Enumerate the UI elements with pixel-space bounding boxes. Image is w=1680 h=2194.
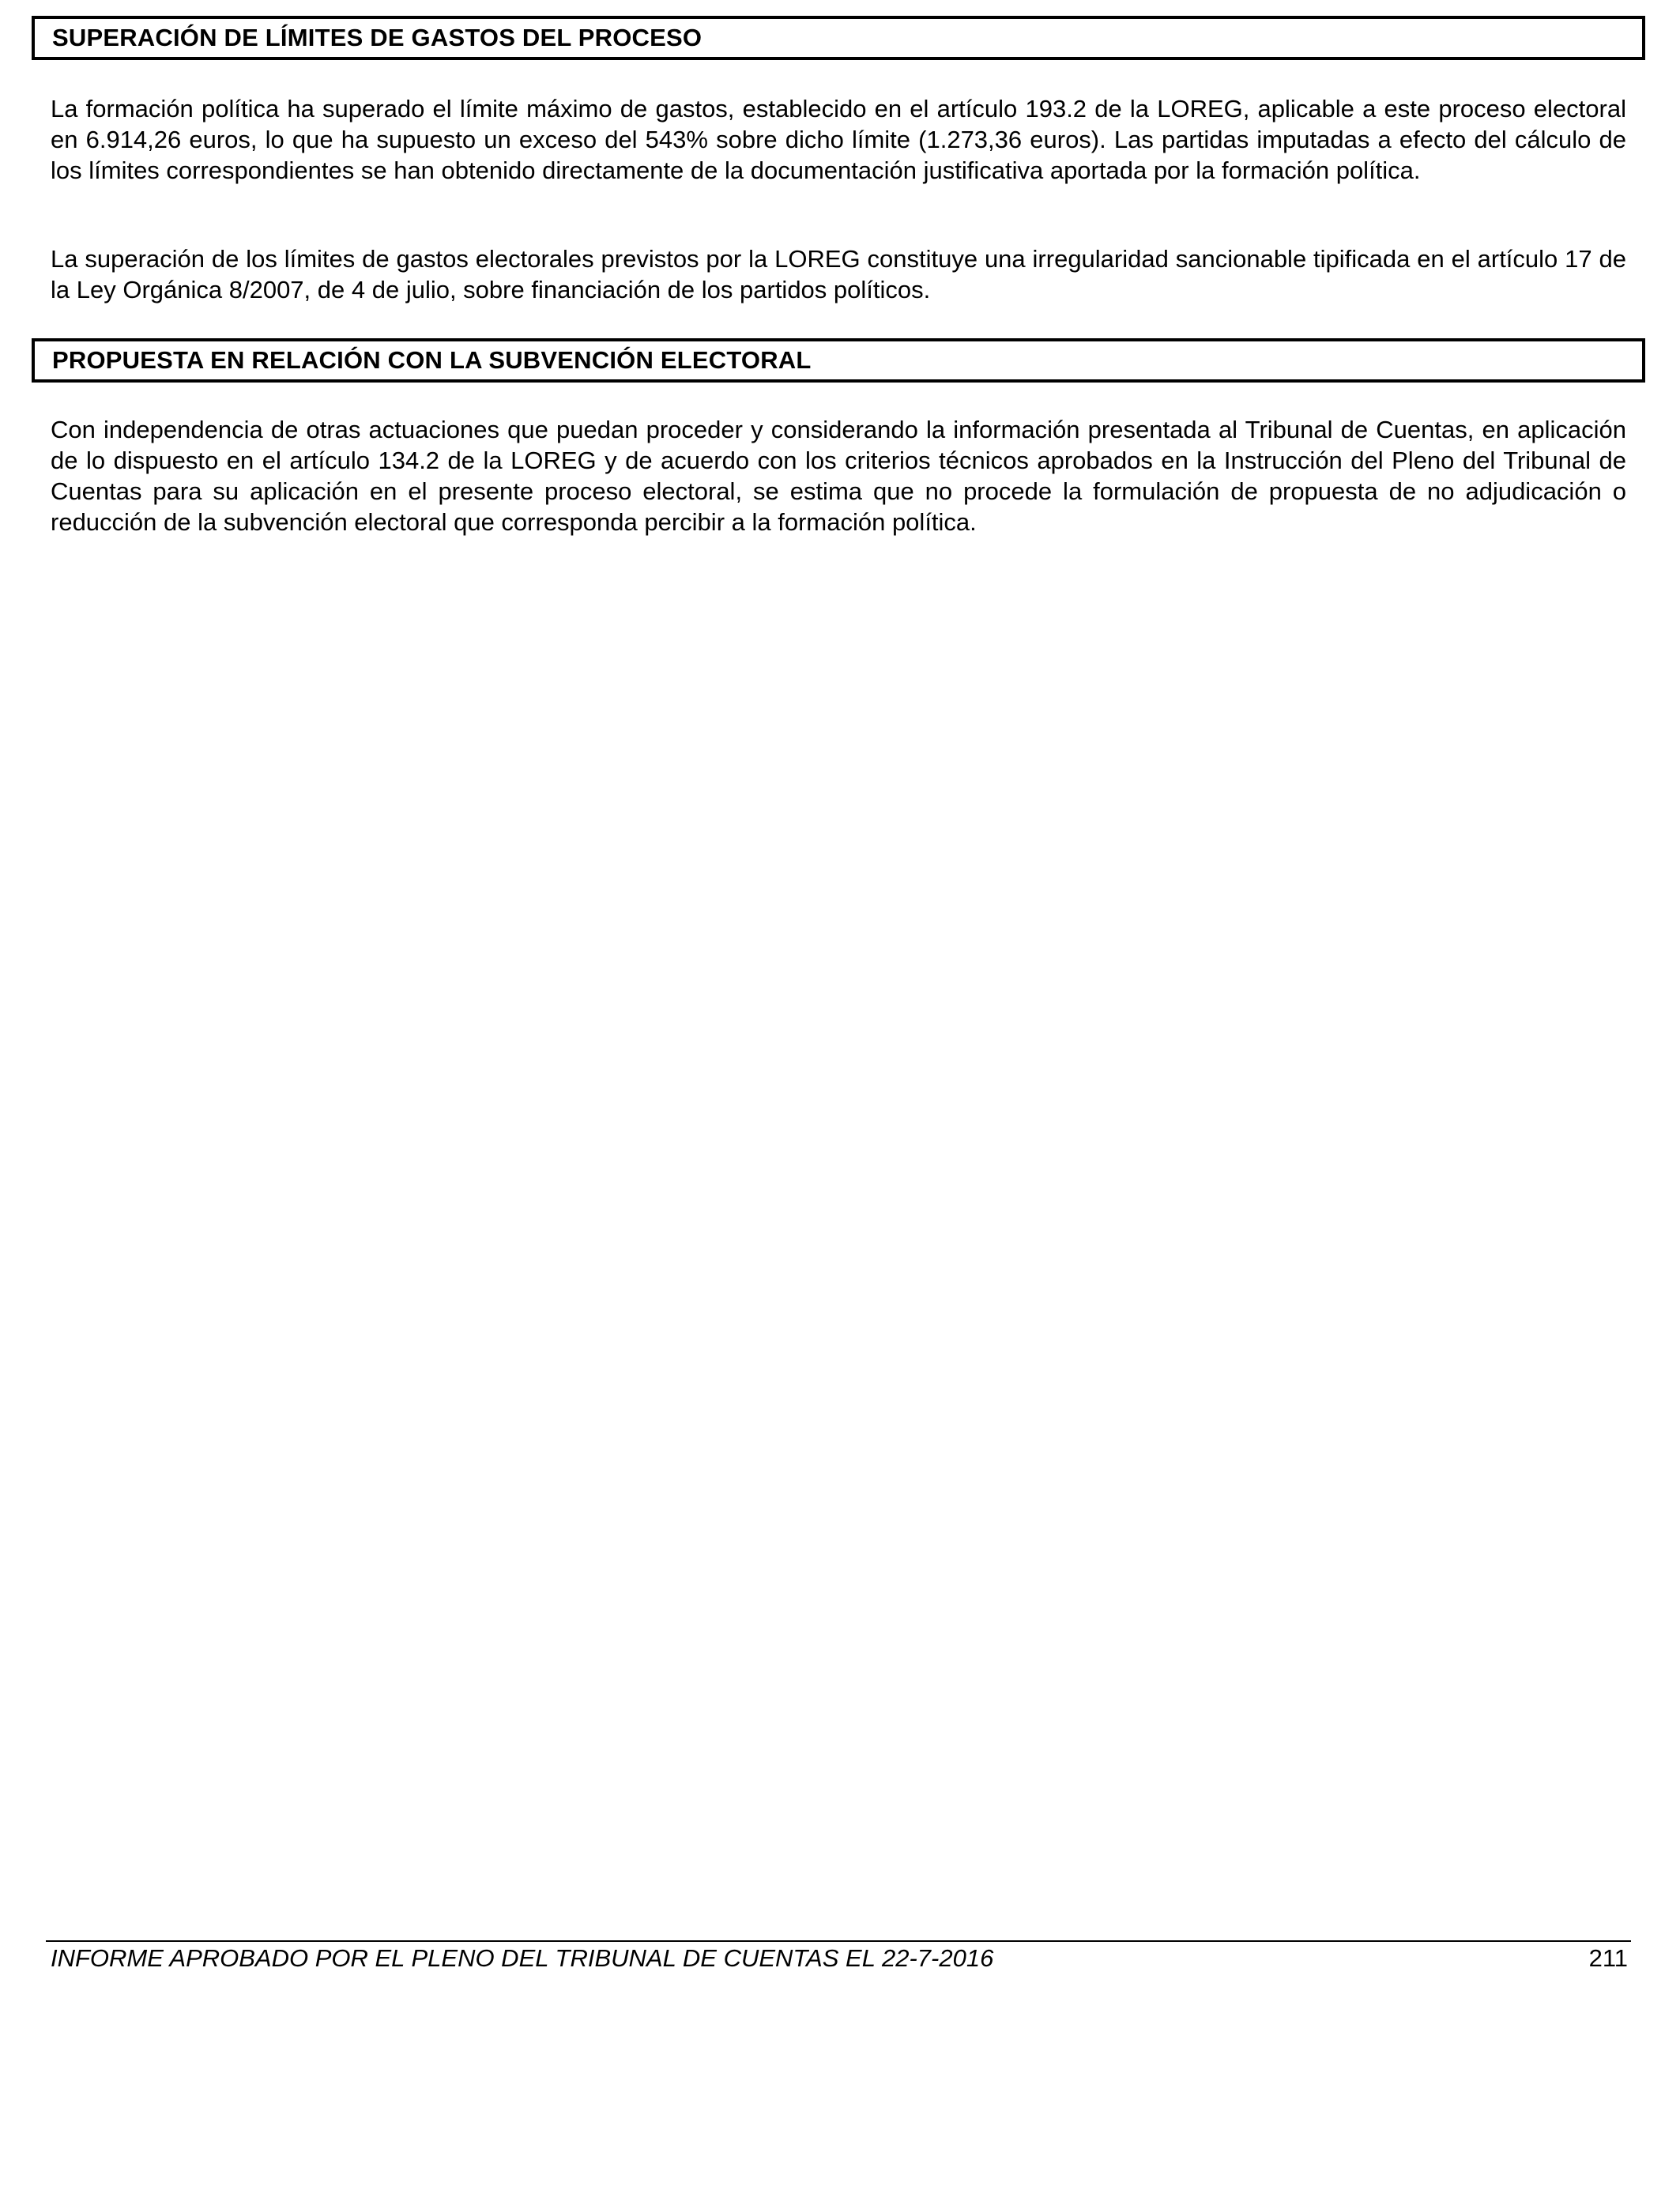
footer-report-note: INFORME APROBADO POR EL PLENO DEL TRIBUNAL DE CUENTAS EL 22-7-2016 xyxy=(51,1944,994,1972)
paragraph-propuesta: Con independencia de otras actuaciones que puedan proceder y considerando la información presentada al Tribunal de Cuentas, en aplicación de lo dispuesto en el artículo 134.2 de la LOREG y de acuerdo con los criterios técnicos aprobados en la Instrucción del Pleno del Tribunal de Cuentas para su aplicación en el presente proceso electoral, se estima que no procede la formulación de propuesta de no adjudicación o reducción de la subvención electoral que corresponda percibir a la formación política. xyxy=(51,416,1626,536)
section-header-propuesta xyxy=(32,338,1645,383)
section-title: PROPUESTA EN RELACIÓN CON LA SUBVENCIÓN ELECTORAL xyxy=(52,346,812,374)
section-title: SUPERACIÓN DE LÍMITES DE GASTOS DEL PROCESO xyxy=(52,24,703,51)
paragraph-limite-maximo: La formación política ha superado el límite máximo de gastos, establecido en el artículo 193.2 de la LOREG, aplicable a este proceso electoral en 6.914,26 euros, lo que ha supuesto un exceso del 543% sobre dicho límite (1.273,36 euros). Las partidas imputadas a efecto del cálculo de los límites correspondientes se han obtenido directamente de la documentación justificativa aportada por la formación política. xyxy=(51,95,1626,184)
paragraph-irregularidad: La superación de los límites de gastos electorales previstos por la LOREG constituye una irregularidad sancionable tipificada en el artículo 17 de la Ley Orgánica 8/2007, de 4 de julio, sobre financiación de los partidos políticos. xyxy=(51,245,1626,303)
section-header-limites xyxy=(32,16,1645,60)
page-number: 211 xyxy=(1588,1944,1628,1972)
footer-divider xyxy=(46,1940,1631,1942)
